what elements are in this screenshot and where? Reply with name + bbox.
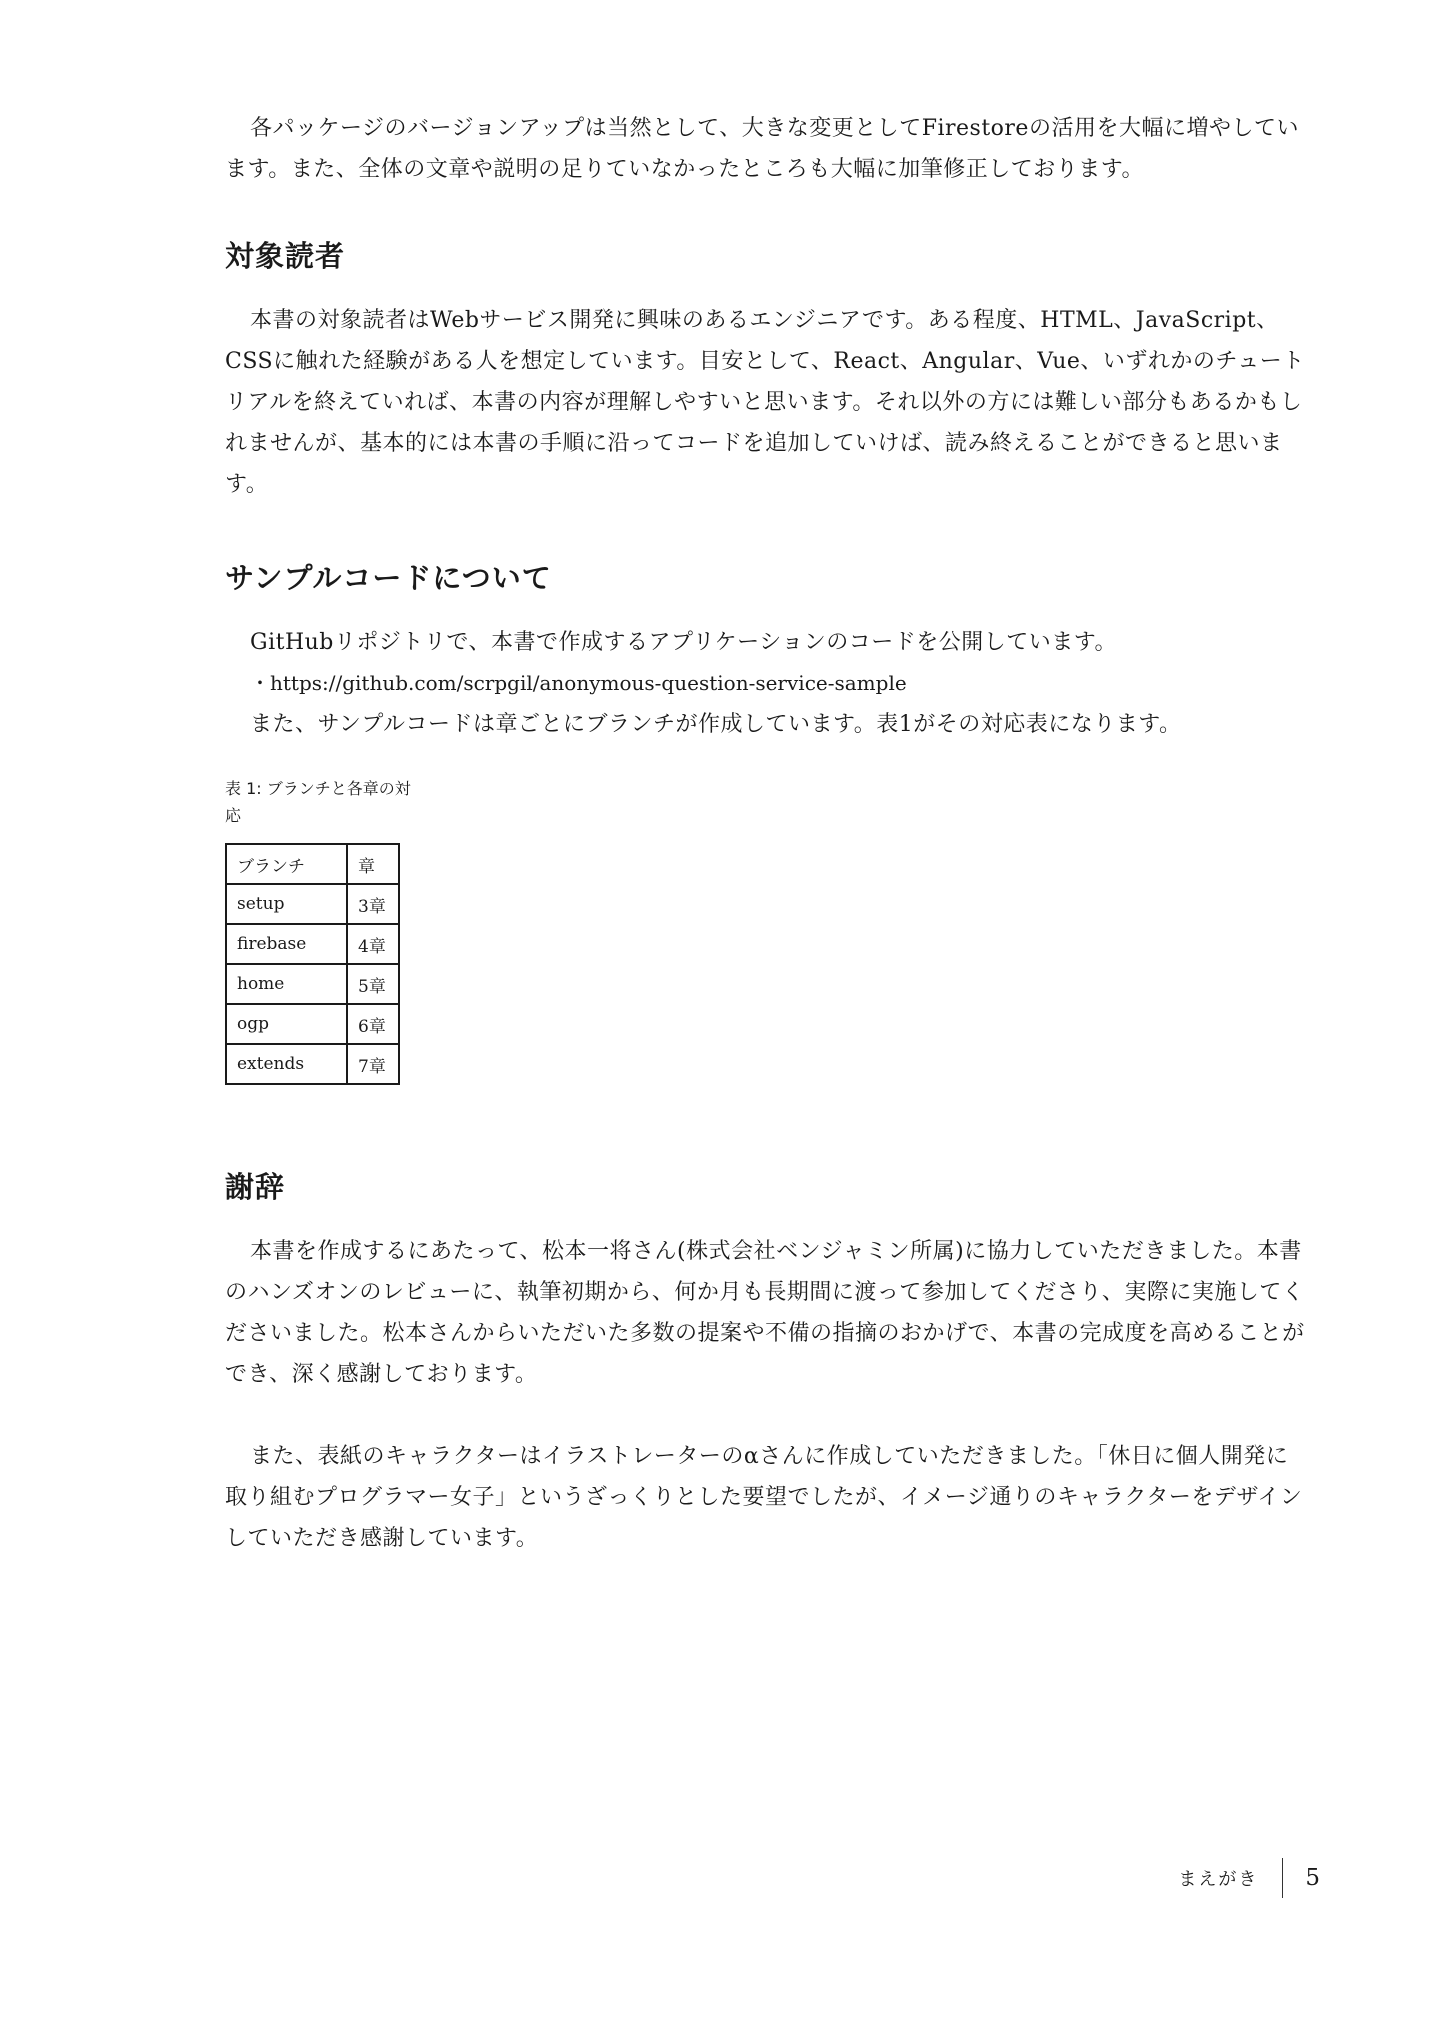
chapter-cell: 3章 [347,884,399,924]
intro-paragraph: 各パッケージのバージョンアップは当然として、大きな変更としてFirestoreの活用を大幅に増やしています。また、全体の文章や説明の足りていなかったところも大幅に加筆修正しております。 [225,116,1299,182]
branch-chapter-table [225,843,400,1085]
sample-code-line-2: また、サンプルコードは章ごとにブランチが作成しています。表1がその対応表になります。 [250,712,1182,737]
chapter-cell: 4章 [347,924,399,964]
thanks-paragraph-1: 本書を作成するにあたって、松本一将さん(株式会社ベンジャミン所属)に協力していただきました。本書のハンズオンのレビューに、執筆初期から、何か月も長期間に渡って参加してくださり、実際に実施してくださいました。松本さんからいただいた多数の提案や不備の指摘のおかげで、本書の完成度を高めることができ、深く感謝しております。 [225,1239,1305,1387]
branch-cell: ogp [226,1004,347,1044]
branch-cell: setup [226,884,347,924]
page-content [225,108,1310,1559]
table-row [226,964,399,1004]
chapter-cell: 6章 [347,1004,399,1044]
table-caption: 表 1: ブランチと各章の対応 [225,779,411,825]
branch-cell: firebase [226,924,347,964]
table-row [226,1004,399,1044]
page-footer [1178,1858,1320,1898]
paragraph-gap [225,1395,1310,1436]
table-row [226,1044,399,1084]
thanks-heading: 謝辞 [225,1170,286,1204]
sample-code-heading: サンプルコードについて [225,561,552,595]
table-header-row [226,844,399,884]
target-readers-paragraph: 本書の対象読者はWebサービス開発に興味のあるエンジニアです。ある程度、HTML、JavaScript、CSSに触れた経験がある人を想定しています。目安として、React、Angular、Vue、いずれかのチュートリアルを終えていれば、本書の内容が理解しやすいと思います。それ以外の方には難しい部分もあるかもしれませんが、基本的には本書の手順に沿ってコードを追加していけば、読み終えることができると思います。 [225,308,1305,497]
table-row [226,884,399,924]
section-label: まえがき [1178,1869,1259,1890]
repository-link[interactable]: ・https://github.com/scrpgil/anonymous-question-service-sample [250,671,907,695]
page-number: 5 [1305,1865,1320,1891]
branch-cell: home [226,964,347,1004]
header-cell-chapter: 章 [347,844,399,884]
table-row [226,924,399,964]
footer-divider [1282,1858,1283,1898]
branch-cell: extends [226,1044,347,1084]
chapter-cell: 5章 [347,964,399,1004]
thanks-paragraph-2: また、表紙のキャラクターはイラストレーターのαさんに作成していただきました。「休日に個人開発に取り組むプログラマー女子」というざっくりとした要望でしたが、イメージ通りのキャラクターをデザインしていただき感謝しています。 [225,1444,1303,1551]
target-readers-heading: 対象読者 [225,239,346,273]
header-cell-branch: ブランチ [226,844,347,884]
sample-code-line-1: GitHubリポジトリで、本書で作成するアプリケーションのコードを公開しています。 [250,630,1117,655]
chapter-cell: 7章 [347,1044,399,1084]
